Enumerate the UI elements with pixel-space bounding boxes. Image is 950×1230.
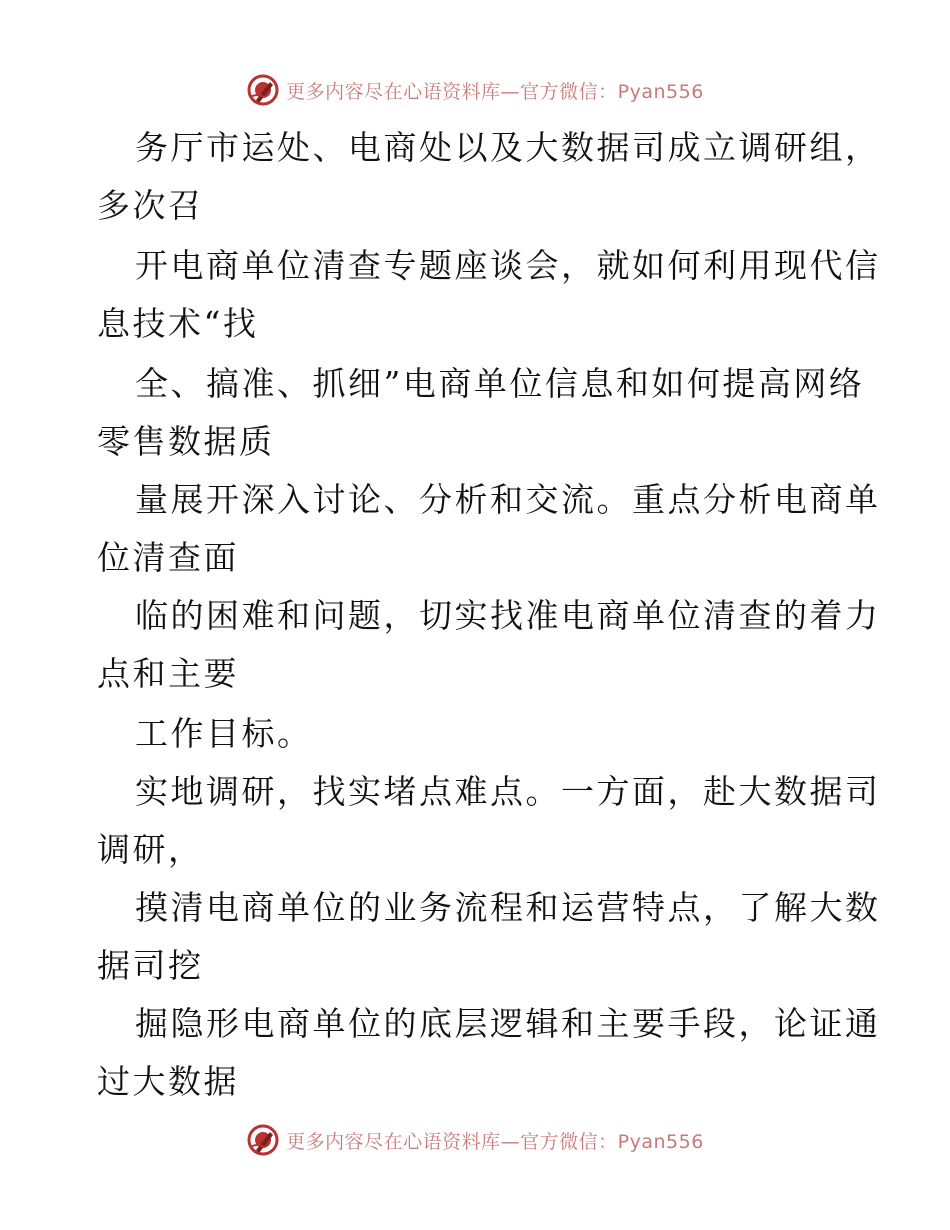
- text-line: 全、搞准、抓细”电商单位信息和如何提高网络: [135, 364, 865, 403]
- text-line: 摸清电商单位的业务流程和运营特点，了解大数: [135, 888, 881, 927]
- text-line: 位清查面: [97, 538, 239, 577]
- text-line: 过大数据: [97, 1062, 239, 1101]
- footer-banner: [0, 1120, 950, 1160]
- footer-banner-text: 更多内容尽在心语资料库—官方微信：Pyan556: [286, 1130, 704, 1153]
- text-line: 息技术“找: [97, 304, 259, 343]
- text-line: 实地调研，找实堵点难点。一方面，赴大数据司: [135, 772, 881, 811]
- red-circle-pen-logo-icon: [246, 73, 280, 107]
- text-line: 零售数据质: [97, 422, 275, 461]
- header-banner-text: 更多内容尽在心语资料库—官方微信：Pyan556: [286, 80, 704, 103]
- red-circle-pen-logo-icon: [246, 1123, 280, 1157]
- text-line: 开电商单位清查专题座谈会，就如何利用现代信: [135, 246, 881, 285]
- text-line: 务厅市运处、电商处以及大数据司成立调研组，: [135, 128, 881, 167]
- text-line: 据司挖: [97, 946, 204, 985]
- text-line: 掘隐形电商单位的底层逻辑和主要手段，论证通: [135, 1004, 881, 1043]
- text-line: 调研，: [97, 830, 204, 869]
- text-line: 工作目标。: [135, 714, 313, 753]
- text-line: 临的困难和问题，切实找准电商单位清查的着力: [135, 596, 881, 635]
- text-line: 点和主要: [97, 654, 239, 693]
- text-line: 量展开深入讨论、分析和交流。重点分析电商单: [135, 480, 881, 519]
- header-banner: [0, 70, 950, 110]
- text-line: 多次召: [97, 186, 204, 225]
